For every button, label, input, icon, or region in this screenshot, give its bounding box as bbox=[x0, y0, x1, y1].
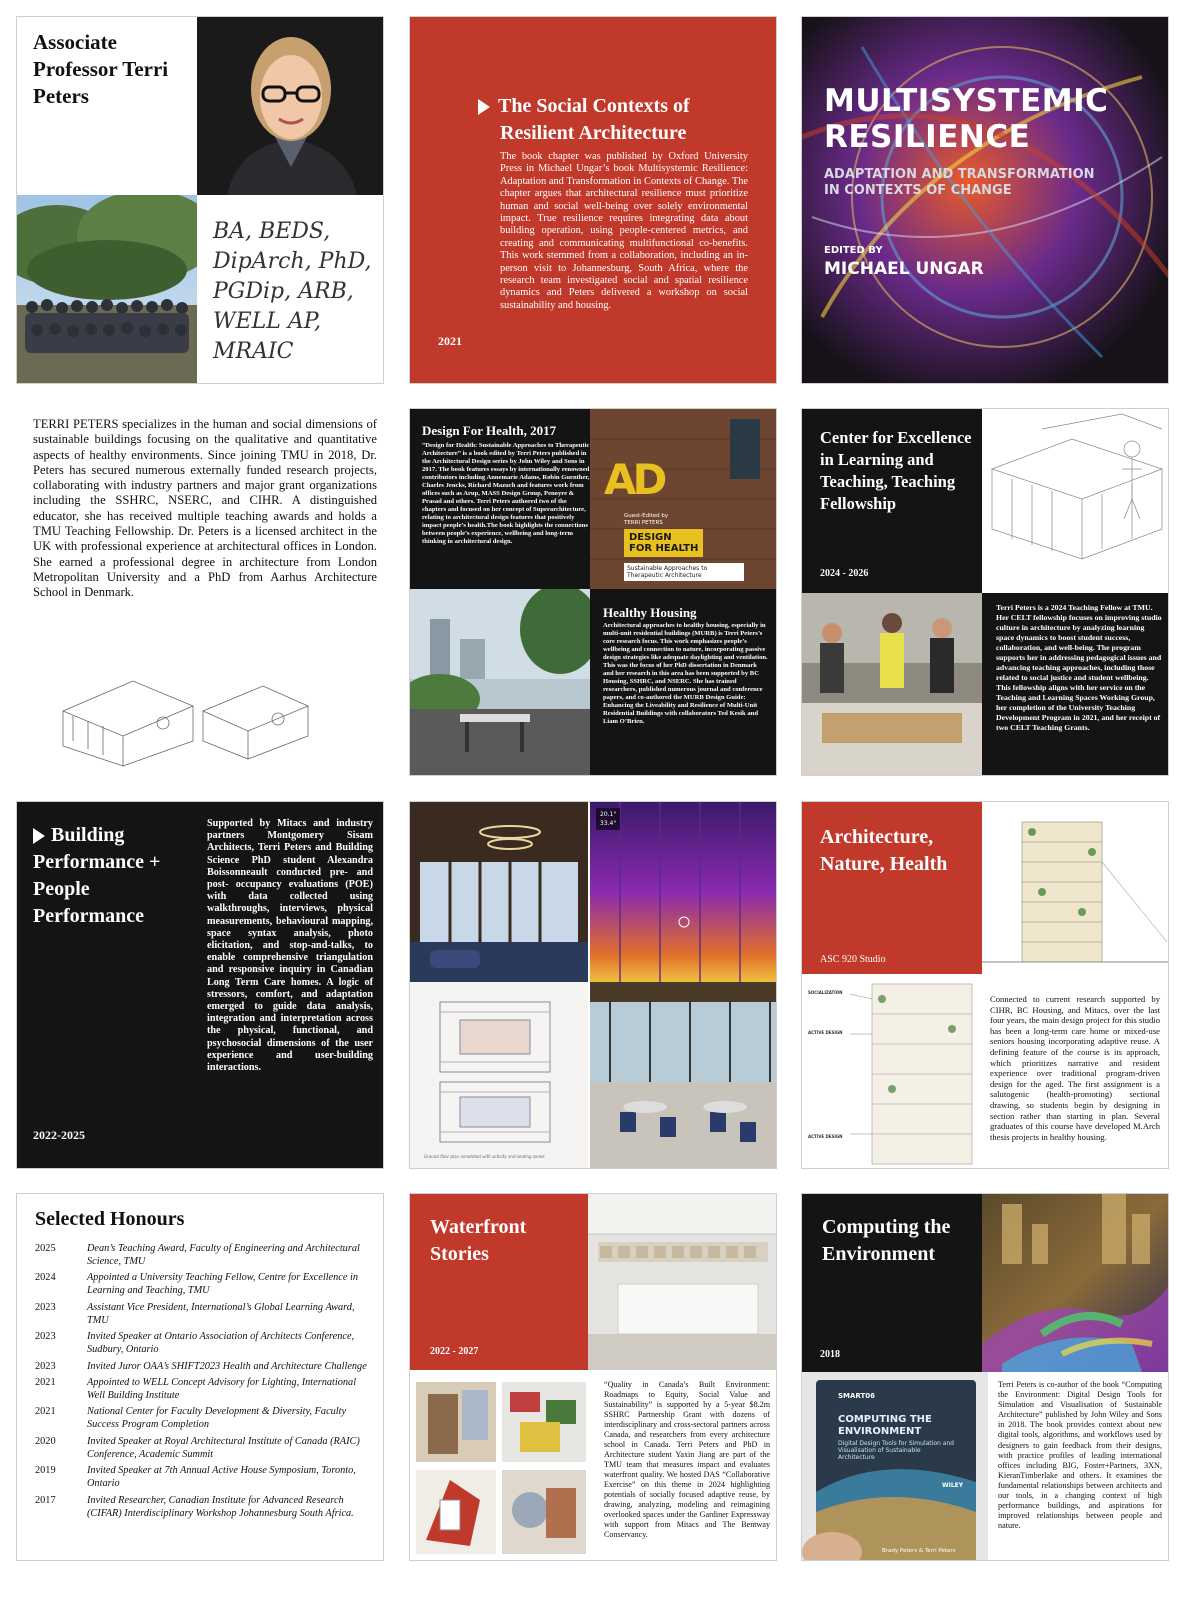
honour-item bbox=[35, 1464, 375, 1490]
honour-text: National Center for Faculty Development & Diversity, Faculty Success Program Completion bbox=[87, 1406, 347, 1431]
housing-title: Healthy Housing bbox=[603, 605, 697, 620]
honour-item bbox=[35, 1494, 375, 1520]
honour-text: Invited Speaker at Royal Architectural Institute of Canada (RAIC) Conference, Academic Summit bbox=[87, 1435, 360, 1460]
balcony-photo bbox=[410, 589, 590, 776]
honour-item bbox=[35, 1435, 375, 1461]
honours-list bbox=[35, 1242, 375, 1523]
cover-title-2: RESILIENCE bbox=[824, 119, 1031, 155]
social-body: The book chapter was published by Oxford University Press in Michael Ungar’s book Multisystemic Resilience: Adaptation and Transformation in Contexts of Change. The chapter argues that architectural resilience must prioritize human and social well-being over solely environmental impact. True resilience requires integrating data about building operation, using people-centered metrics, and creating and communicating multifunctional co-benefits. This work stemmed from a collaboration, including an in-person visit to Johannesburg, South Africa, where the research team investigated social and spatial resilience dynamics and Peters delivered a workshop on social sustainability and housing. bbox=[500, 151, 748, 311]
honour-year: 2017 bbox=[35, 1494, 56, 1506]
design-health-book-title bbox=[624, 529, 703, 557]
cover-title-1: MULTISYSTEMIC bbox=[824, 83, 1109, 119]
celt-years: 2024 - 2026 bbox=[820, 568, 869, 579]
honour-item bbox=[35, 1360, 375, 1373]
social-title-text: The Social Contexts of Resilient Architecture bbox=[498, 95, 690, 144]
honour-year: 2020 bbox=[35, 1435, 56, 1447]
computing-book-photo bbox=[802, 1372, 988, 1561]
book-cover-tile bbox=[801, 16, 1169, 384]
honour-year: 2023 bbox=[35, 1331, 56, 1343]
design-health-body: “Design for Health: Sustainable Approaches to Therapeutic Architecture” is a book edited by Terri Peters published in the Architectural Design series by John Wiley and Sons in 2017. The book features essays by internationally renowned contributors including Annemarie Adams, Robin Guenther, Charles Jencks, Richard Mazuch and features work from offices such as Arup, MASS Design Group, Penoyre & Prasad and others. Terri Peters authored two of the chapters and focused on her concept of Superarchitecture, relating to architectural design features that positively impact people’s health.The book highlights the connections between people’s experience, wellbeing and long-term thinking in architectural design. bbox=[422, 442, 590, 545]
performance-years: 2022-2025 bbox=[33, 1128, 85, 1142]
design-health-title: Design For Health, 2017 bbox=[422, 423, 557, 438]
honour-text: Appointed to WELL Concept Advisory for Lighting, International Well Building Institute bbox=[87, 1376, 357, 1401]
design-health-book-photo bbox=[590, 409, 777, 589]
honour-item bbox=[35, 1271, 375, 1297]
honour-text: Invited Researcher, Canadian Institute for Advanced Research (CIFAR) Interdisciplinary Workshop Johannesburg South Africa. bbox=[87, 1494, 354, 1519]
section-label-3: ACTIVE DESIGN bbox=[808, 1134, 843, 1139]
honours-tile bbox=[16, 1193, 384, 1561]
book-title-line2: FOR HEALTH bbox=[629, 543, 699, 554]
thermal-readout bbox=[596, 808, 620, 830]
honour-year: 2025 bbox=[35, 1243, 56, 1254]
celt-title: Center for Excellence in Learning and Teaching, Teaching Fellowship bbox=[820, 428, 972, 513]
guest-edited-label: Guest-Edited by bbox=[624, 513, 669, 519]
building-section-drawing bbox=[982, 802, 1169, 974]
waterfront-tile bbox=[409, 1193, 777, 1561]
section-label-1: SOCIALIZATION bbox=[808, 990, 843, 995]
city-visualisation bbox=[982, 1194, 1169, 1372]
portrait-photo bbox=[197, 17, 384, 195]
honour-year: 2024 bbox=[35, 1272, 56, 1284]
temp-high: 20.1° bbox=[600, 811, 617, 818]
bio-text: TERRI PETERS specializes in the human and social dimensions of sustainable buildings focusing on the qualitative and quantitative aspects of healthy environments. Since joining TMU in 2018, Dr. Peters has secured numerous externally funded research projects, collaborating with industry partners and major grant organizations including the SSHRC, NSERC, and CIHR. A distinguished educator, she has received multiple teaching awards and holds a TMU Teaching Fellowship. Dr. Peters is a licensed architect in the UK with professional experience at architectural offices in London. She earned a professional degree in architecture from London Metropolitan University and a PhD from Aarhus Architecture School in Denmark. bbox=[33, 417, 377, 600]
social-contexts-tile bbox=[409, 16, 777, 384]
design-health-book-subtitle: Sustainable Approaches to Therapeutic Architecture bbox=[624, 563, 744, 581]
celt-tile bbox=[801, 408, 1169, 776]
performance-title bbox=[33, 822, 203, 930]
poe-collage-tile bbox=[409, 801, 777, 1169]
housing-body: Architectural approaches to healthy housing, especially in multi-unit residential buildings (MURB) is Terri Peters’s core research focus. This work emphasizes people’s wellbeing and connection to nature, incorporating passive design strategies like adequate daylighting and ventilation. This was the focus of her PhD dissertation in Denmark and her research in this area has been supported by BC Housing, SSHRC, and NSERC. She has trained researchers, published numerous journal and conference papers, and co-authored the MURB Design Guide: Enhancing the Liveability and Resilience of Multi-Unit Residential Buildings with collaborators Ted Kesik and Liam O’Brien. bbox=[603, 622, 768, 725]
play-triangle-icon bbox=[33, 828, 45, 844]
honour-text: Invited Speaker at Ontario Association of Architects Conference, Sudbury, Ontario bbox=[87, 1331, 355, 1356]
arch-nature-studio: ASC 920 Studio bbox=[820, 954, 886, 965]
honour-text: Invited Juror OAA’s SHIFT2023 Health and Architecture Challenge bbox=[87, 1360, 367, 1372]
book-title-line1: DESIGN bbox=[629, 532, 672, 543]
honour-item bbox=[35, 1242, 375, 1268]
celt-body: Terri Peters is a 2024 Teaching Fellow at TMU. Her CELT fellowship focuses on improving studio culture in architecture by analyzing learning space dynamics to boost student success, collaboration, and well-being. The program supports her in addressing pedagogical issues and advancing teaching approaches, including those related to social justice and student wellbeing. This fellowship aligns with her service on the Teaching and Learning Spaces Working Group, her completion of the University Teaching Development Program in 2021, and her receipt of two CELT Teaching Grants. bbox=[996, 603, 1162, 732]
waterfront-years: 2022 - 2027 bbox=[430, 1346, 479, 1357]
performance-title-text: Building Performance + People Performance bbox=[33, 824, 161, 927]
waterfront-art bbox=[410, 1370, 596, 1561]
temp-low: 33.4° bbox=[600, 820, 617, 827]
group-photo bbox=[17, 195, 197, 384]
computing-book-publisher: WILEY bbox=[942, 1482, 964, 1489]
honour-item bbox=[35, 1405, 375, 1431]
honour-year: 2023 bbox=[35, 1360, 56, 1372]
waterfront-body: “Quality in Canada’s Built Environment: Roadmaps to Equity, Social Value and Sustainability” is supported by a 5-year $8.2m SSHRC Partnership Grant with dozens of interdisciplinary and cross-sectoral partners across Canada, and researchers from every architecture school in Canada. Terri Peters and PhD in Architecture student Yaxin Jiang are part of the TMU team that measures impact and evaluates waterfront quality. We hosted DAS “Collaborative Exercise” on this theme in 2024 highlighting potentials of socially focused adaptive reuse, by drawing, analyzing, modeling and reimagining overlooked spaces under the Gardiner Expressway with support from Mitacs and The Bentway Conservancy. bbox=[604, 1380, 770, 1539]
floor-plan bbox=[410, 982, 588, 1169]
classroom-photo bbox=[802, 593, 982, 776]
profile-credentials: BA, BEDS, DipArch, PhD, PGDip, ARB, WELL AP, MRAIC bbox=[213, 219, 372, 364]
honour-text: Dean’s Teaching Award, Faculty of Engineering and Architectural Science, TMU bbox=[87, 1243, 360, 1267]
cover-editor: MICHAEL UNGAR bbox=[824, 259, 984, 279]
play-triangle-icon bbox=[478, 99, 490, 115]
computing-tile bbox=[801, 1193, 1169, 1561]
honour-text: Invited Speaker at 7th Annual Active House Symposium, Toronto, Ontario bbox=[87, 1465, 356, 1490]
computing-title: Computing the Environment bbox=[822, 1216, 951, 1265]
abstract-art bbox=[802, 17, 1169, 384]
honour-item bbox=[35, 1376, 375, 1402]
design-health-tile bbox=[409, 408, 777, 776]
computing-book-title-1: COMPUTING THE bbox=[838, 1414, 932, 1425]
arch-nature-tile bbox=[801, 801, 1169, 1169]
arch-nature-header bbox=[802, 802, 982, 974]
cafeteria-photo bbox=[590, 982, 777, 1169]
ad-logo: AD bbox=[604, 455, 664, 504]
plan-caption: Ground floor plan annotated with activity and seating zones. bbox=[424, 1154, 546, 1159]
furniture-drawing bbox=[982, 409, 1169, 593]
social-title bbox=[500, 93, 760, 147]
honour-year: 2023 bbox=[35, 1301, 56, 1313]
honours-title: Selected Honours bbox=[35, 1208, 185, 1230]
arch-nature-body: Connected to current research supported by CIHR, BC Housing, and Mitacs, over the last four years, the main design project for this studio has been a long-term care home or mixed-use seniors housing incorporating adaptive reuse. A defining feature of the course is its approach, which prioritizes narrative and resident experience over traditional program-driven design for the aged. The first assignment is a salutogenic (health-promoting) sectional drawing, so students begin by designing in section rather than starting in plan. Several graduates of this course have developed M.Arch thesis projects in healthy housing. bbox=[990, 994, 1160, 1142]
honour-text: Assistant Vice President, International’s Global Learning Award, TMU bbox=[87, 1301, 355, 1326]
computing-header bbox=[802, 1194, 982, 1372]
performance-body: Supported by Mitacs and industry partners Montgomery Sisam Architects, Terri Peters and Building Science PhD student Alexandra Boissonneault conducted pre- and post- occupancy evaluations (POE) with data collected using walkthroughs, interviews, physical measurements, behavioural mapping, space syntax analysis, photo elicitation, and stop-and-talks, to enable comprehensive triangulation and responsive inquiry in Canadian Long Term Care homes. A logic of stressors, comfort, and adaptation emerged to guide data analysis, integration and interpretation across the physical, functional, and psychosocial dimensions of the user experience and user-building interactions. bbox=[207, 818, 373, 1074]
computing-body: Terri Peters is co-author of the book “Computing the Environment: Digital Design Tools for Simulation and Visualisation of Sustainable Architecture” published by John Wiley and Sons in 2018. The book provides context about new digital tools, algorithms, and workflows used by designers to gain feedback from their designs, with practice profiles of leading international offices including BIG, Foster+Partners, 3XN, KieranTimberlake and others. It examines the fundamental relationships between architects and our tools, in a changing context of high performance buildings, and aspirations for improved relationships between people and nature. bbox=[998, 1380, 1162, 1531]
computing-book-series: SMART06 bbox=[838, 1392, 876, 1400]
cover-edited-by: EDITED BY bbox=[824, 245, 883, 256]
honour-year: 2019 bbox=[35, 1465, 56, 1477]
computing-book-subtitle: Digital Design Tools for Simulation and Visualisation of Sustainable Architecture bbox=[838, 1440, 954, 1461]
profile-tile bbox=[16, 16, 384, 384]
computing-book-title-2: ENVIRONMENT bbox=[838, 1426, 922, 1437]
computing-book-authors: Brady Peters & Terri Peters bbox=[882, 1548, 956, 1554]
honour-item bbox=[35, 1301, 375, 1327]
honour-year: 2021 bbox=[35, 1376, 56, 1388]
profile-title: Associate Professor Terri Peters bbox=[33, 30, 169, 108]
interior-photo bbox=[410, 802, 588, 982]
section-drawing-2 bbox=[802, 974, 982, 1169]
thermal-photo bbox=[590, 802, 777, 982]
performance-tile bbox=[16, 801, 384, 1169]
social-year: 2021 bbox=[438, 334, 462, 348]
cover-subtitle: ADAPTATION AND TRANSFORMATION IN CONTEXTS OF CHANGE bbox=[824, 167, 1095, 198]
waterfront-header bbox=[410, 1194, 588, 1370]
arch-nature-title: Architecture, Nature, Health bbox=[820, 826, 948, 875]
section-label-2: ACTIVE DESIGN bbox=[808, 1030, 843, 1035]
bio-tile bbox=[16, 408, 384, 776]
waterfront-title: Waterfront Stories bbox=[430, 1216, 527, 1265]
sketch-drawing bbox=[53, 661, 313, 771]
exhibition-photo bbox=[588, 1194, 777, 1370]
honour-year: 2021 bbox=[35, 1406, 56, 1418]
honour-item bbox=[35, 1330, 375, 1356]
guest-editor-name: TERRI PETERS bbox=[624, 520, 663, 526]
computing-year: 2018 bbox=[820, 1349, 840, 1360]
honour-text: Appointed a University Teaching Fellow, Centre for Excellence in Learning and Teaching, TMU bbox=[87, 1272, 358, 1297]
